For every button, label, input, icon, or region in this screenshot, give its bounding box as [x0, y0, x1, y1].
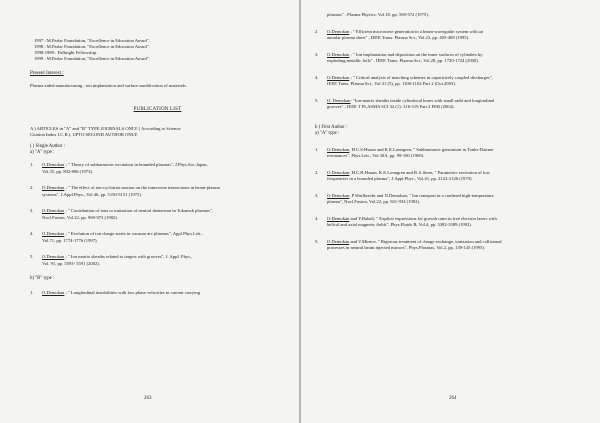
- a-type-heading: a) "A" type :: [30, 150, 55, 155]
- author-name: O.Demokan: [327, 146, 350, 152]
- reference-item: [315, 29, 580, 42]
- reference-line: Nucl.Fusion, Vol.22, pp. 969-973 (1982).: [42, 214, 118, 220]
- present-interest-heading: Present Interest :: [30, 71, 64, 76]
- reference-line: grooves" , IEEE T PLASMA SCI 32 (1): 316-319 Part 2 FEB (2004).: [327, 104, 455, 109]
- reference-number: 5.: [315, 238, 319, 244]
- reference-number: 5.: [315, 97, 319, 103]
- page-263: [0, 0, 299, 423]
- reference-item: [30, 231, 285, 244]
- first-author-heading: b ) First Author :: [315, 124, 348, 130]
- reference-number: 2.: [315, 28, 319, 34]
- reference-line: Vol.71, pp. 1774-1776 (1997).: [42, 237, 98, 243]
- author-name: O.Demokan: [327, 51, 350, 57]
- reference-item: [315, 98, 580, 111]
- reference-line: O.Demokan ; " Efficient microwave generation in a beam-waveguide system with an: [327, 28, 484, 34]
- reference-number: 3.: [315, 192, 319, 198]
- reference-number: 5.: [30, 254, 34, 259]
- reference-item: [30, 162, 285, 175]
- reference-line: Vol. 91, pp. 5593- 5591 (2002).: [42, 260, 100, 266]
- reference-item: [30, 290, 285, 297]
- reference-line: O.Demokan ; " Ion matrix sheaths related to targets with grooves", J. Appl. Phys.,: [42, 254, 193, 259]
- reference-item: [30, 208, 285, 221]
- reference-line: plasma", Nucl.Fusion, Vol.22, pp. 921-934 (1982).: [327, 199, 421, 204]
- reference-item: [315, 239, 580, 252]
- reference-line: exploding metallic foils" , IEEE Trans. Plasma Sci., Vol.28, pp. 1720-1724 (2000).: [327, 58, 479, 63]
- reference-line: helical and axial magnetic fields", Phys.Fluids B, Vol.4, pp. 3382-3389 (1992).: [327, 222, 472, 227]
- reference-line: systems", J.Appl.Phys., Vol.46, pp. 5150-5151 (1975).: [42, 191, 142, 197]
- author-name: O.Demokan: [327, 169, 350, 175]
- award-item: 1999 : M.Parlar Foundation, "Excellence in Education Award".: [34, 56, 150, 61]
- author-name: O.Demokan: [42, 162, 65, 167]
- author-name: O. Demokan: [327, 97, 351, 103]
- reference-list-right-bottom: [315, 147, 580, 252]
- award-item: 1998-1999 : Fulbright Fellowship.: [34, 50, 98, 55]
- reference-number: 3.: [30, 208, 34, 213]
- reference-item: [315, 216, 580, 229]
- single-author-heading: ( ) Single Author :: [30, 144, 65, 149]
- publication-list-title: PUBLICATION LIST: [133, 107, 182, 112]
- reference-number: 1.: [30, 162, 34, 167]
- reference-list-right-top: [315, 12, 580, 111]
- award-item: 1998 : M.Parlar Foundation, "Excellence in Education Award".: [34, 44, 150, 49]
- reference-line: O.Demokan ; " Contribution of ions to ionization of neutral deuterium in Tokamak plasmas",: [42, 208, 213, 213]
- reference-line: resonances", Phys.Lett., Vol.30A, pp. 99-100 (1969).: [327, 153, 425, 158]
- reference-line: O. Demokan: "Ion-matrix sheaths inside cylindrical bores with small radii and longitudinal: [327, 97, 495, 103]
- reference-number: 2.: [315, 169, 319, 175]
- reference-item: [30, 254, 285, 267]
- reference-number: 1.: [315, 146, 319, 152]
- articles-heading-line: A ) ARTICLES in "A" and "B" TYPE JOURNALS ONLY ( According to Science: [30, 126, 181, 131]
- reference-line: O.Demokan, P.Wurlbrecht and N.Demokan, " Ion transport in a confined high-temperature: [327, 192, 494, 198]
- reference-line: O.Demokan and Y.Rahali, " Explicit expressions for growth rates in free electron lasers with: [327, 215, 497, 221]
- reference-item: [315, 193, 580, 206]
- reference-item: [315, 12, 580, 19]
- reference-number: 4.: [315, 74, 319, 80]
- present-interest-text: Plasma aided manufacturing , ion implantation and surface modification of materials.: [30, 83, 187, 88]
- author-name: O.Demokan: [42, 231, 65, 236]
- award-item: 1997 : M.Parlar Foundation, "Excellence in Education Award".: [34, 38, 150, 43]
- reference-line: frequencies in a bounded plasma", J.Appl.Phys., Vol.41, pp. 2122-2126 (1970).: [327, 176, 473, 181]
- author-name: O.Demokan: [42, 254, 65, 259]
- reference-number: 4.: [315, 215, 319, 221]
- reference-line: O.Demokan ; " Theory of subharmonic excitation in bounded plasmas", J.Phys.Soc.Japan,: [42, 162, 208, 167]
- articles-heading: [30, 126, 285, 138]
- reference-line: Vol.35, pp. 892-896 (1973).: [42, 168, 94, 174]
- a-type-heading: a) "A" type :: [315, 130, 340, 136]
- author-name: O.Demokan: [327, 28, 350, 34]
- reference-line: O.Demokan ; " Critical analysis of matching schemes in capacitively coupled discharges",: [327, 74, 493, 80]
- reference-list-left: [30, 162, 285, 267]
- reference-item: [315, 170, 580, 183]
- page-number: 264: [449, 396, 457, 401]
- reference-line: O.Demokan ; " Ion implantation and deposition on the inner surfaces of cylinders by: [327, 51, 483, 57]
- reference-line: annular plasma sheet" , IEEE Trans. Plasma Sci., Vol.23, pp. 405-408 (1995).: [327, 35, 470, 40]
- reference-line: O.Demokan ; " Evolution of ion charge states in vacuum arc plasmas", Appl.Phys.Lett.,: [42, 231, 203, 236]
- awards-list: [30, 38, 285, 62]
- reference-number: 2.: [30, 185, 34, 190]
- reference-line: O.Demokan ; " The effect of ion-cyclotron motion on the transverse interactions in beam-plasma: [42, 185, 220, 190]
- reference-number: 1.: [30, 290, 34, 295]
- reference-line: O.Demokan and V.Mirnov, " Rigorous treatment of charge exchange, ionization and collisional: [327, 238, 502, 244]
- reference-number: 4.: [30, 231, 34, 236]
- author-name: O.Demokan: [327, 238, 350, 244]
- page-number: 263: [144, 396, 152, 401]
- author-name: O.Demokan: [327, 74, 350, 80]
- reference-line: plasmas" , Plasma Physics, Vol.18, pp. 569-572 (1975).: [327, 12, 429, 17]
- reference-number: 3.: [315, 51, 319, 57]
- b-type-heading: b) "B" type :: [30, 276, 55, 281]
- articles-heading-line: Citation Index I.C.R.), UPTO SECOND AUTHOR ONLY.: [30, 132, 138, 137]
- reference-item: [315, 147, 580, 160]
- author-name: O.Demokan: [327, 215, 350, 221]
- reference-line: processes in neutral beam injected mirrors", Phys.Plasmas, Vol.2, pp. 139-145 (1995).: [327, 245, 485, 250]
- author-name: O.Demokan: [42, 185, 65, 190]
- author-name: O.Demokan: [42, 208, 65, 213]
- reference-line: IEEE Trans. Plasma Sci., Vol.31 (5), pp. 1100-1102 Part 2 (Oct.2003).: [327, 81, 456, 86]
- reference-line: O.Demokan, H.C.H.Hsuan, K.E.Lonngren and R.A.Stern, " Parametric excitation of low: [327, 169, 490, 175]
- reference-number: [315, 12, 327, 19]
- reference-item: [30, 185, 285, 198]
- page-264: [301, 0, 600, 423]
- reference-line: O.Demokan, H.C.S.Hsuan and K.E.Lonngren, " Subharmonic generation in Tonks-Dattner: [327, 146, 494, 152]
- reference-line: O.Demokan ; " Longitudinal instabilities with low phase velocities in current carrying: [42, 290, 201, 295]
- author-name: O.Demokan: [42, 290, 65, 295]
- author-name: O.Demokan: [327, 192, 350, 198]
- reference-item: [315, 75, 580, 88]
- reference-item: [315, 52, 580, 65]
